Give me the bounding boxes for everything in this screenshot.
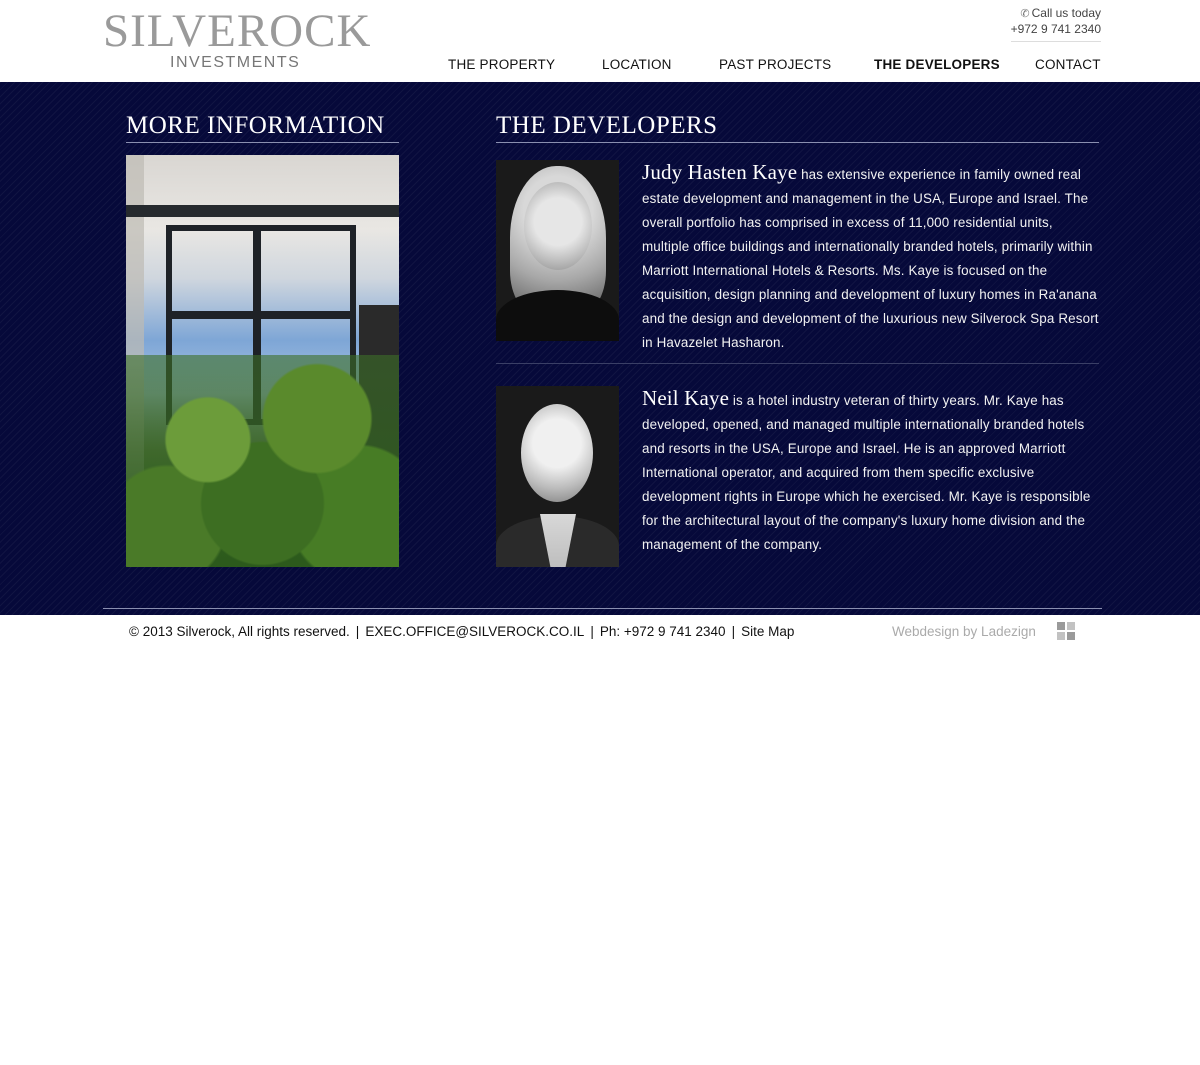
developer-name: Judy Hasten Kaye <box>642 160 798 184</box>
developer-card <box>496 160 1099 364</box>
more-information-heading: MORE INFORMATION <box>126 112 399 143</box>
nav-past-projects[interactable]: PAST PROJECTS <box>719 57 832 72</box>
footer-links <box>129 624 794 639</box>
photo-mullion <box>172 311 350 319</box>
developer-card <box>496 386 1099 568</box>
logo-square <box>1067 632 1075 640</box>
portrait-face <box>521 404 593 502</box>
property-photo <box>126 155 399 567</box>
footer-separator: | <box>590 624 594 639</box>
developer-bio-text: has extensive experience in family owned real estate development and management in the USA, Europe and Israel. The overall portfolio has comprised in excess of 11,000 residential units, multiple office buildings and internationally branded hotels, primarily within Marriott International Hotels & Resorts. Ms. Kaye is focused on the acquisition, design planning and development of luxury homes in Ra'anana and the design and development of the luxurious new Silverock Spa Resort in Havazelet Hasharon. <box>642 167 1099 350</box>
site-map-link[interactable]: Site Map <box>741 624 795 639</box>
call-label: Call us today <box>1031 6 1101 20</box>
developer-bio-text: is a hotel industry veteran of thirty years. Mr. Kaye has developed, opened, and managed multiple internationally branded hotels and resorts in the USA, Europe and Israel. He is an approved Marriott International operator, and acquired from them specific exclusive development rights in Europe which he exercised. Mr. Kaye is responsible for the architectural layout of the company's luxury home division and the management of the company. <box>642 393 1091 552</box>
developer-bio <box>642 160 1102 355</box>
portrait-face <box>524 182 592 270</box>
main-nav <box>0 57 1200 75</box>
ladezign-logo-icon[interactable] <box>1057 622 1075 640</box>
logo-square <box>1057 622 1065 630</box>
nav-location[interactable]: LOCATION <box>602 57 672 72</box>
photo-foliage <box>126 355 399 567</box>
call-number: +972 9 741 2340 <box>1011 22 1101 42</box>
site-header <box>0 0 1200 82</box>
site-footer <box>0 615 1200 1065</box>
logo-subtitle: INVESTMENTS <box>170 54 301 71</box>
copyright-text: © 2013 Silverock, All rights reserved. <box>129 624 350 639</box>
footer-separator: | <box>731 624 736 639</box>
call-us-block <box>1011 6 1101 42</box>
footer-separator: | <box>355 624 360 639</box>
footer-email-link[interactable]: EXEC.OFFICE@SILVEROCK.CO.IL <box>365 624 585 639</box>
portrait-shoulders <box>496 290 619 341</box>
footer-rule <box>103 608 1102 609</box>
footer-phone: Ph: +972 9 741 2340 <box>599 624 726 639</box>
nav-the-property[interactable]: THE PROPERTY <box>448 57 556 72</box>
developer-bio <box>642 386 1102 557</box>
photo-frame <box>126 205 399 217</box>
logo-wordmark: SILVEROCK <box>103 5 372 57</box>
logo-square <box>1057 632 1065 640</box>
nav-the-developers[interactable]: THE DEVELOPERS <box>874 57 1000 72</box>
phone-icon: ✆ <box>1020 8 1030 20</box>
main-content <box>0 82 1200 615</box>
developer-portrait <box>496 160 619 341</box>
webdesign-credit-link[interactable]: Webdesign by Ladezign <box>892 624 1036 639</box>
developers-heading: THE DEVELOPERS <box>496 112 1099 143</box>
logo-square <box>1067 622 1075 630</box>
developer-portrait <box>496 386 619 567</box>
developer-name: Neil Kaye <box>642 386 730 410</box>
nav-contact[interactable]: CONTACT <box>1035 57 1101 72</box>
